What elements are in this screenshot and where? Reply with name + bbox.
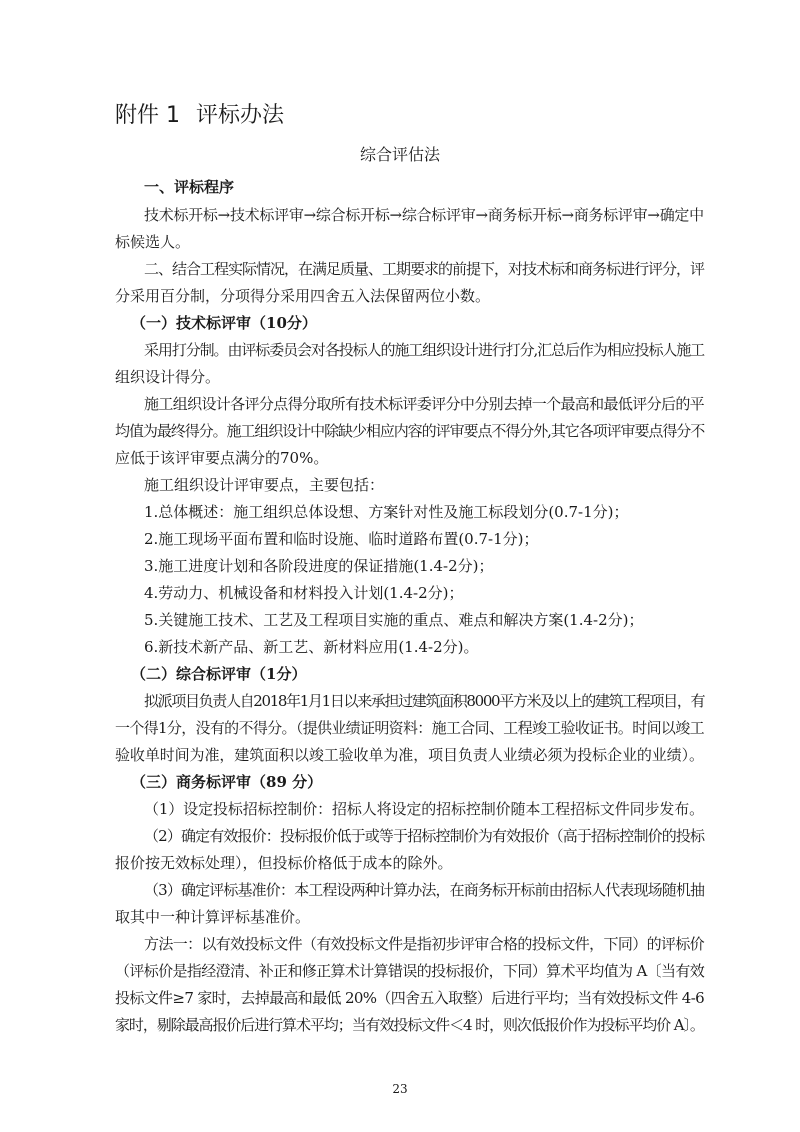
paragraph-line: 投标文件≥7 家时，去掉最高和最低 20%（四舍五入取整）后进行平均；当有效投标文件 4-6 xyxy=(115,989,705,1007)
list-item: 4.劳动力、机械设备和材料投入计划(1.4-2分)； xyxy=(144,584,464,602)
list-item: 5.关键施工技术、工艺及工程项目实施的重点、难点和解决方案(1.4-2分)； xyxy=(144,611,644,629)
subsection-heading: （一）技术标评审（10分） xyxy=(131,314,317,332)
paragraph-line: 采用打分制。由评标委员会对各投标人的施工组织设计进行打分,汇总后作为相应投标人施工 xyxy=(144,341,705,359)
paragraph-line: 二、结合工程实际情况，在满足质量、工期要求的前提下，对技术标和商务标进行评分，评 xyxy=(144,260,705,278)
subsection-heading: （三）商务标评审（89 分） xyxy=(131,773,323,791)
method-subtitle: 综合评估法 xyxy=(359,145,440,164)
paragraph-line: 家时，剔除最高报价后进行算术平均；当有效投标文件＜4 时，则次低报价作为投标平均价 A〕。 xyxy=(115,1016,704,1034)
paragraph-line: 均值为最终得分。施工组织设计中除缺少相应内容的评审要点不得分外,其它各项评审要点得分不 xyxy=(115,422,705,440)
list-item: 2.施工现场平面布置和临时设施、临时道路布置(0.7-1分)； xyxy=(144,530,539,548)
paragraph-line: 报价按无效标处理），但投标价格低于成本的除外。 xyxy=(115,854,453,872)
page-title xyxy=(115,101,284,131)
list-item: 3.施工进度计划和各阶段进度的保证措施(1.4-2分)； xyxy=(144,557,494,575)
paragraph-line: 组织设计得分。 xyxy=(115,368,221,386)
paragraph-line: 应低于该评审要点满分的70%。 xyxy=(115,449,329,467)
paragraph-line: （3）确定评标基准价：本工程设两种计算办法，在商务标开标前由招标人代表现场随机抽 xyxy=(144,881,705,899)
paragraph-line: 一个得1分，没有的不得分。（提供业绩证明资料：施工合同、工程竣工验收证书。时间以竣工 xyxy=(115,719,704,737)
paragraph-line: 取其中一种计算评标基准价。 xyxy=(115,908,311,926)
paragraph-line: 技术标开标→技术标评审→综合标开标→综合标评审→商务标开标→商务标评审→确定中 xyxy=(144,206,704,224)
list-item: 1.总体概述：施工组织总体设想、方案针对性及施工标段划分(0.7-1分)； xyxy=(144,503,629,521)
list-item: 6.新技术新产品、新工艺、新材料应用(1.4-2分)。 xyxy=(144,638,479,656)
paragraph-line: 标候选人。 xyxy=(115,233,191,251)
title-text: 评标办法 xyxy=(196,103,285,128)
paragraph-line: 施工组织设计评审要点，主要包括： xyxy=(144,476,385,494)
paragraph-line: 分采用百分制，分项得分采用四舍五入法保留两位小数。 xyxy=(115,287,491,305)
paragraph-line: 拟派项目负责人自2018年1月1日以来承担过建筑面积8000平方米及以上的建筑工程项目，有 xyxy=(144,692,705,710)
paragraph-line: （1）设定投标招标控制价：招标人将设定的招标控制价随本工程招标文件同步发布。 xyxy=(144,800,704,818)
paragraph-line: （2）确定有效报价：投标报价低于或等于招标控制价为有效报价（高于招标控制价的投标 xyxy=(144,827,705,845)
paragraph-line: 方法一：以有效投标文件（有效投标文件是指初步评审合格的投标文件，下同）的评标价 xyxy=(144,935,705,953)
paragraph-line: 施工组织设计各评分点得分取所有技术标评委评分中分别去掉一个最高和最低评分后的平 xyxy=(144,395,705,413)
paragraph-line: （评标价是指经澄清、补正和修正算术计算错误的投标报价，下同）算术平均值为 A〔当有效 xyxy=(115,962,705,980)
paragraph-line: 验收单时间为准，建筑面积以竣工验收单为准，项目负责人业绩必须为投标企业的业绩）。 xyxy=(115,746,704,764)
page-number: 23 xyxy=(392,1082,408,1096)
subsection-heading: （二）综合标评审（1分） xyxy=(131,665,307,683)
title-prefix: 附件 1 xyxy=(115,103,180,128)
section-heading: 一、评标程序 xyxy=(144,178,235,196)
